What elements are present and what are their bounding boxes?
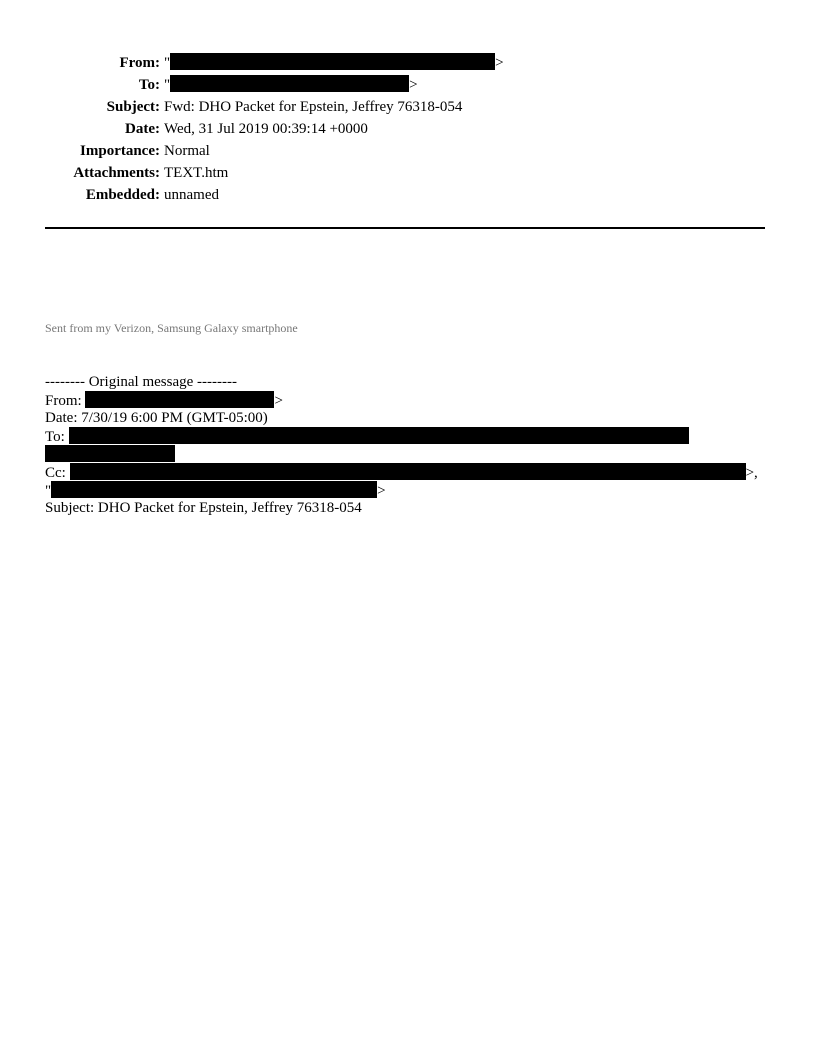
redaction-block — [170, 53, 495, 70]
redaction-block — [45, 445, 175, 462]
header-to-suffix: > — [409, 77, 418, 93]
redaction-block — [170, 75, 409, 92]
original-cc-suffix: >, — [745, 465, 758, 481]
header-from-quote: " — [164, 55, 171, 71]
original-cc2-suffix: > — [377, 483, 386, 499]
original-date-line: Date: 7/30/19 6:00 PM (GMT-05:00) — [45, 410, 268, 426]
header-attachments-row — [0, 162, 816, 184]
header-to-row — [0, 74, 816, 96]
original-subject-line: Subject: DHO Packet for Epstein, Jeffrey 76318-054 — [45, 500, 362, 516]
original-to-label: To: — [45, 429, 65, 445]
header-subject-value: Fwd: DHO Packet for Epstein, Jeffrey 76318-054 — [164, 99, 463, 115]
header-from-label: From: — [119, 55, 160, 71]
redaction-block — [51, 481, 377, 498]
original-from-suffix: > — [274, 393, 283, 409]
header-attachments-label: Attachments: — [73, 165, 160, 181]
header-subject-row — [0, 96, 816, 118]
header-subject-label: Subject: — [106, 99, 160, 115]
header-importance-label: Importance: — [80, 143, 160, 159]
original-from-label: From: — [45, 393, 82, 409]
original-cc-label: Cc: — [45, 465, 66, 481]
signature-text: Sent from my Verizon, Samsung Galaxy smartphone — [45, 321, 298, 335]
header-importance-row — [0, 140, 816, 162]
original-cc-line-continued — [45, 481, 775, 499]
header-attachments-value: TEXT.htm — [164, 165, 229, 181]
original-to-line-continued — [45, 445, 775, 463]
redaction-block — [70, 463, 746, 480]
header-divider — [45, 227, 765, 229]
original-message — [45, 373, 775, 517]
original-message-separator: -------- Original message -------- — [45, 374, 237, 390]
header-to-label: To: — [138, 77, 160, 93]
original-cc-line — [45, 463, 775, 481]
original-to-line — [45, 427, 775, 445]
header-to-quote: " — [164, 77, 171, 93]
header-from-suffix: > — [495, 55, 504, 71]
header-embedded-row — [0, 184, 816, 206]
header-date-row — [0, 118, 816, 140]
header-embedded-label: Embedded: — [85, 187, 160, 203]
header-to-value — [164, 74, 418, 96]
header-from-row — [0, 52, 816, 74]
original-cc2-quote: " — [45, 483, 52, 499]
redaction-block — [69, 427, 689, 444]
redaction-block — [85, 391, 274, 408]
header-embedded-value: unnamed — [164, 187, 219, 203]
header-from-value — [164, 52, 504, 74]
header-date-value: Wed, 31 Jul 2019 00:39:14 +0000 — [164, 121, 368, 137]
original-from-line — [45, 391, 775, 409]
header-date-label: Date: — [125, 121, 160, 137]
header-importance-value: Normal — [164, 143, 210, 159]
